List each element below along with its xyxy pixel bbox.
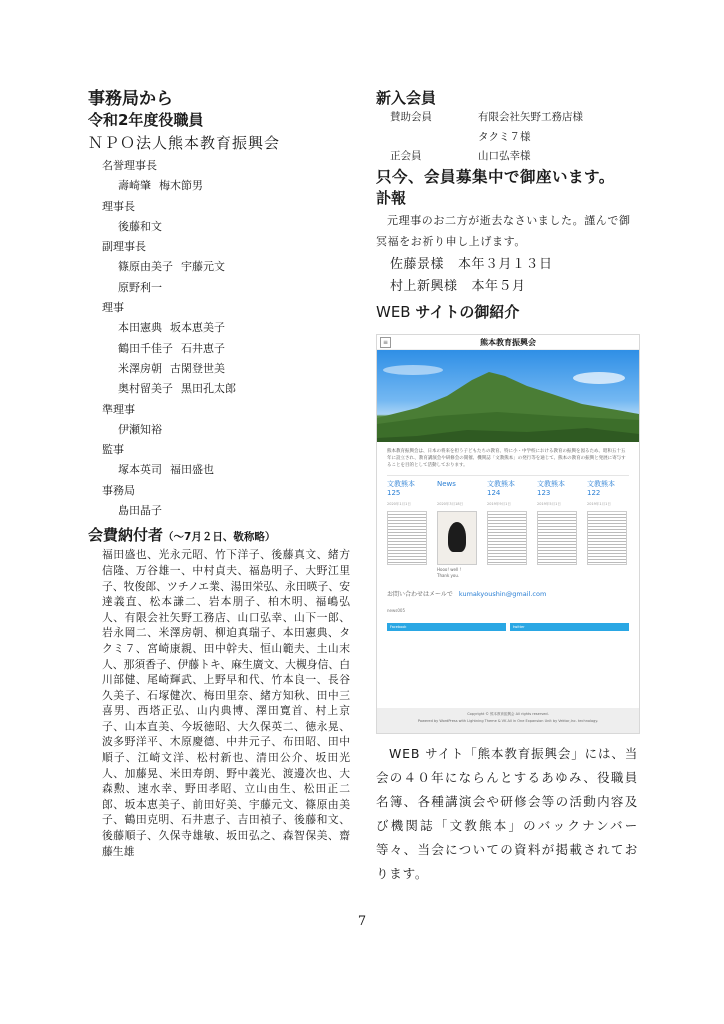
journal-cover-image[interactable] (537, 511, 577, 565)
officer-name: 石井恵子 (181, 341, 225, 355)
web-title-prefix: WEB (376, 302, 411, 321)
facebook-share-button[interactable]: Facebook (387, 623, 506, 631)
officer-name: 伊瀬知裕 (118, 422, 162, 436)
fee-note: （～7月２日、敬称略） (163, 531, 276, 544)
left-column (88, 88, 350, 859)
officers-title: 令和2年度役職員 (88, 111, 204, 129)
officer-role: 理事長 (102, 199, 135, 213)
contact-line (387, 589, 629, 598)
obituary-date: 本年５月 (471, 278, 526, 294)
obituary-list (376, 254, 638, 298)
site-copyright: Copyright © 熊本教育振興会 All rights reserved. (467, 712, 549, 716)
officer-role: 監事 (102, 443, 124, 457)
new-members-title: 新入会員 (376, 89, 437, 107)
contact-label: お問い合わせはメールで (387, 591, 453, 598)
website-screenshot (376, 334, 640, 734)
card-date: 2019年1月1日 (587, 502, 611, 506)
card-title[interactable]: 文教熊本 124 (487, 480, 515, 497)
publication-card[interactable] (437, 480, 479, 579)
officer-role: 事務局 (102, 483, 135, 497)
fee-title-text: 会費納付者 (88, 526, 164, 545)
officer-names-row (118, 460, 350, 480)
officer-names-row (118, 339, 350, 359)
member-row (390, 128, 638, 148)
card-date: 2020年3月18日 (437, 502, 464, 506)
officer-role: 理事 (102, 301, 124, 315)
officer-name: 塚本英司 (118, 463, 162, 477)
member-name: タクミ７様 (478, 130, 531, 143)
publication-card[interactable] (587, 480, 629, 579)
officer-role: 副理事長 (102, 240, 146, 254)
officer-names-row (118, 420, 350, 440)
officer-names-row (118, 176, 350, 196)
fee-title (88, 525, 350, 547)
officer-name: 島田晶子 (118, 504, 162, 518)
twitter-share-button[interactable]: twitter (510, 623, 629, 631)
officer-name: 黒田孔太郎 (181, 382, 236, 396)
obituary-row (390, 254, 638, 276)
web-description: WEB サイト「熊本教育振興会」には、当会の４０年にならんとするあゆみ、役職員名簿、各種講演会や研修会等の活動内容及び機関誌「文教熊本」のバックナンバー等々、当会についての資料が掲載されております。 (376, 746, 638, 881)
site-intro-text: 熊本教育振興会は、日本の将来を担う子どもたちの教育、特に小・中学校における教育の振興を図るため、昭和五十五年に設立され、教育講演会や研修会の開催、機関誌「文教熊本」の発行等を通じて、熊本の教育の振興と発展に寄与することを目的として活動しております。 (387, 449, 626, 468)
section-title: 事務局から (88, 89, 173, 109)
officer-name: 原野利一 (118, 280, 162, 294)
journal-cover-image[interactable] (387, 511, 427, 565)
member-type: 賛助会員 (390, 111, 432, 123)
card-title[interactable]: 文教熊本 123 (537, 480, 565, 497)
publication-card[interactable] (487, 480, 529, 579)
officer-role: 名誉理事長 (102, 159, 157, 172)
officer-name: 古閑登世美 (170, 361, 225, 375)
member-name: 山口弘幸様 (478, 150, 531, 162)
web-title-suffix: サイトの御紹介 (415, 302, 520, 321)
obituary-date: 本年３月１３日 (458, 256, 553, 272)
mountain-illustration (377, 350, 639, 442)
officer-name: 篠原由美子 (118, 260, 173, 274)
officer-role: 準理事 (102, 402, 135, 416)
officer-names-row (118, 318, 350, 338)
card-date: 2019年9月1日 (487, 502, 511, 506)
news-caption: Hooo! well ! Thank you. (437, 567, 462, 578)
org-name: ＮＰＯ法人熊本教育振興会 (88, 134, 281, 152)
hamburger-menu-icon[interactable]: ≡ (380, 337, 391, 348)
card-title[interactable]: 文教熊本 122 (587, 480, 615, 497)
officer-names-row (118, 379, 350, 399)
fee-payers-list: 福田盛也、光永元昭、竹下洋子、後藤真文、緒方信隆、万谷雄一、中村貞夫、福島明子、大野江里子、牧俊郎、ツチノエ業、湯田栄弘、永田暎子、安達義直、松本謙二、岩本朋子、柏木明、福嶋弘人、有限会社矢野工務店、山口弘幸、山下一郎、岩永岡二、米澤房朝、柳迫真瑞子、本田憲典、タクミ７、宮崎康親、田中幹夫、恒山範夫、土山末人、那須香子、伊藤トキ、麻生廣文、大槻身信、白川部健、尾崎輝武、上野早和代、竹本良一、長谷久美子、石塚健次、梅田里奈、緒方知秋、田中三喜男、西塔正弘、山内典博、澤田寛首、村上京子、山本直美、今坂徳昭、大久保英二、徳永晃、波多野洋平、木原慶德、中井元子、布田昭、田中順子、江崎文洋、松村新也、清田公介、坂田光人、加藤晃、米田寿朗、野中義光、渡邊次也、大森勲、速水幸、野田孝昭、立山由生、松田正二郎、坂本恵美子、前田好美、宇藤元文、篠原由美子、鶴田克明、石井恵子、吉田禎子、後藤和文、後藤順子、久保寺雄敏、坂田弘之、森智保美、齋藤生雄 (102, 548, 350, 858)
officer-name: 本田憲典 (118, 321, 162, 335)
card-title[interactable]: News (437, 480, 456, 488)
page-number: 7 (357, 914, 367, 929)
obituary-name: 村上新興様 (390, 278, 458, 294)
officer-name: 米澤房朝 (118, 361, 162, 375)
site-powered-by: Powered by WordPress with Lightning Theme & VK All in One Expansion Unit by Vektor,Inc. technology. (417, 719, 599, 723)
officer-names-row (118, 257, 350, 277)
member-row (390, 108, 638, 128)
obituary-title: 訃報 (376, 188, 407, 207)
officer-name: 鶴田千佳子 (118, 341, 173, 355)
member-type: 正会員 (390, 150, 422, 162)
officer-name: 後藤和文 (118, 219, 162, 233)
web-intro-title (376, 302, 638, 322)
journal-cover-image[interactable] (487, 511, 527, 565)
publication-card[interactable] (537, 480, 579, 579)
officer-name: 梅木節男 (159, 179, 203, 193)
card-date: 2020年1月1日 (387, 502, 411, 506)
officer-list (88, 156, 350, 521)
news-photo[interactable] (437, 511, 477, 565)
member-name: 有限会社矢野工務店様 (478, 111, 583, 123)
new-members-list (376, 108, 638, 167)
journal-cover-image[interactable] (587, 511, 627, 565)
site-footer (377, 708, 639, 733)
officer-name: 奥村留美子 (118, 382, 173, 396)
news-link[interactable]: news005 (387, 608, 405, 613)
officer-names-row (118, 217, 350, 237)
publication-card[interactable] (387, 480, 429, 579)
obituary-text: 元理事のお二方が逝去なさいました。謹んで御冥福をお祈り申し上げます。 (376, 213, 631, 248)
officer-name: 宇藤元文 (181, 260, 225, 274)
officer-names-row (118, 501, 350, 521)
member-type (390, 128, 478, 148)
member-row (390, 147, 638, 167)
contact-email-link[interactable]: kumakyoushin@gmail.com (458, 590, 547, 598)
officer-names-row (118, 359, 350, 379)
officer-name: 坂本恵美子 (170, 321, 225, 335)
share-buttons (387, 623, 629, 631)
card-date: 2019年5月1日 (537, 502, 561, 506)
card-title[interactable]: 文教熊本 125 (387, 480, 415, 497)
hero-mountain-photo (377, 350, 639, 442)
officer-name: 壽崎肇 (118, 179, 151, 193)
right-column (376, 88, 638, 322)
site-name: 熊本教育振興会 (480, 337, 536, 347)
site-header (377, 335, 639, 350)
obituary-row (390, 276, 638, 298)
publication-cards (387, 475, 629, 579)
obituary-name: 佐藤景樣 (390, 256, 445, 272)
recruit-banner: 只今、会員募集中で御座います。 (376, 167, 615, 186)
officer-name: 福田盛也 (170, 463, 214, 477)
officer-names-row (118, 278, 350, 298)
